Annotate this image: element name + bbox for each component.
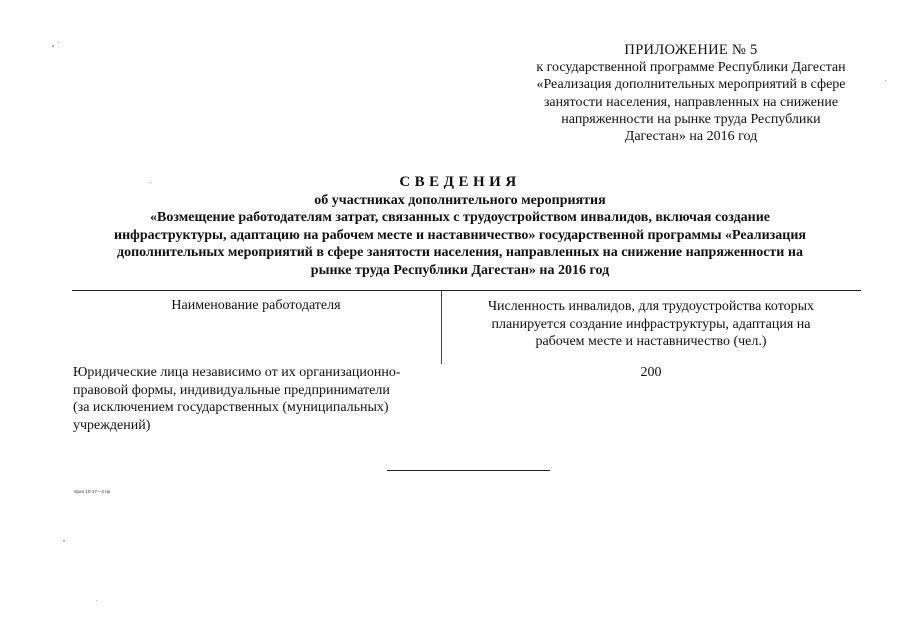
column-header-line: рабочем месте и наставничество (чел.) [535, 334, 767, 349]
heading-line: рынке труда Республики Дагестан» на 2016 год [310, 262, 610, 278]
heading-line: «Возмещение работодателям затрат, связанных с трудоустройством инвалидов, включая создание [150, 210, 770, 226]
appendix-line: Дагестан» на 2016 год [624, 129, 758, 145]
table-row-employer-cell [73, 364, 438, 434]
appendix-line: напряженности на рынке труда Республики [561, 111, 821, 127]
scan-speck [63, 540, 65, 542]
employer-line: Юридические лица независимо от их организационно- [73, 365, 401, 380]
column-header-line: Численность инвалидов, для трудоустройства которых [487, 299, 815, 314]
appendix-line: к государственной программе Республики Дагестан [536, 60, 846, 76]
appendix-title: ПРИЛОЖЕНИЕ № 5 [624, 42, 758, 58]
document-heading [60, 174, 860, 280]
column-header-line: планируется создание инфраструктуры, адаптация на [491, 316, 811, 332]
file-footnote: прил 10-17—4 пр [74, 489, 111, 494]
document-title: СВЕДЕНИЯ [399, 174, 521, 190]
table-top-rule [72, 290, 861, 291]
count-value: 200 [640, 365, 662, 380]
employer-line: (за исключением государственных (муниципальных) [73, 400, 389, 415]
scan-speck [52, 45, 54, 47]
heading-line: дополнительных мероприятий в сфере занятости населения, направленных на снижение напряженности на [117, 245, 803, 261]
appendix-line: занятости населения, направленных на снижение [543, 94, 839, 110]
employer-line: правовой формы, индивидуальные предприниматели [73, 382, 390, 398]
heading-line: инфраструктуры, адаптацию на рабочем месте и наставничество» государственной программы «Реализация [114, 227, 806, 243]
scan-speck [58, 42, 59, 43]
scan-speck [96, 600, 97, 601]
column-header-line: Наименование работодателя [171, 298, 341, 313]
bottom-separator-rule [387, 470, 550, 471]
scan-speck [885, 80, 886, 81]
employer-line: учреждений) [73, 417, 151, 433]
appendix-block [510, 42, 872, 145]
table-column-divider [441, 291, 442, 364]
table-row-count-cell [444, 364, 858, 382]
appendix-line: «Реализация дополнительных мероприятий в сфере [536, 77, 846, 93]
column-header-employer [72, 297, 440, 315]
heading-line: об участниках дополнительного мероприятия [314, 192, 606, 208]
column-header-count [444, 298, 858, 351]
scan-speck [150, 182, 151, 183]
